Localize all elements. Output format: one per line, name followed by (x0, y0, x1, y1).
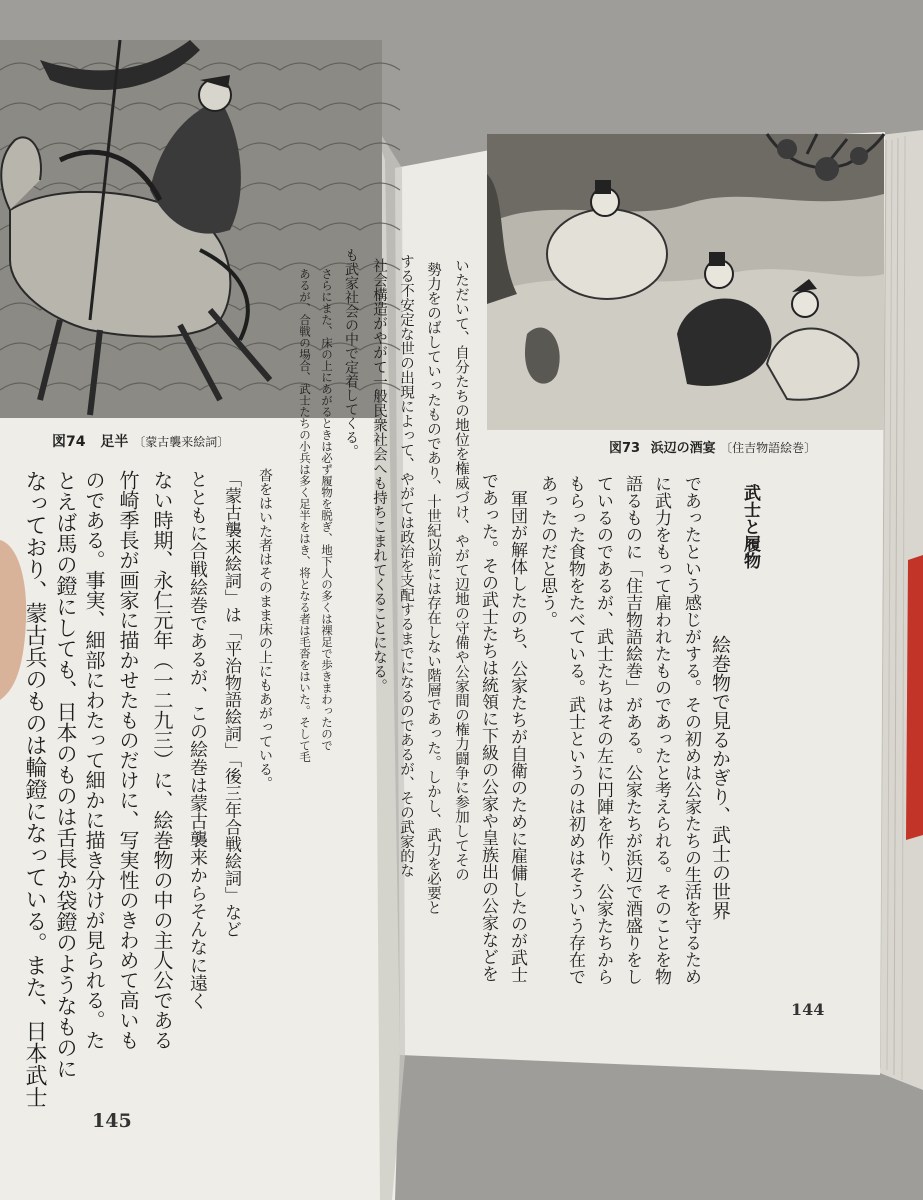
left-col-6: とともに合戦絵巻であるが、この絵巻は蒙古襲来からそんなに遠く (187, 470, 208, 1010)
left-col-1: も武家社会の中で定着してくる。 (343, 248, 359, 458)
left-col-5: 「蒙古襲来絵詞」は「平治物語絵詞」「後三年合戦絵詞」など (221, 470, 241, 938)
right-col-8: 軍団が解体したのち、公家たちが自衛のために雇傭したのが武士 (507, 490, 527, 983)
right-col-11: 勢力をのばしていったものであり、十世紀以前には存在しない階層であった。しかし、武力を必要と (425, 262, 441, 915)
figure-74-caption (52, 431, 229, 451)
figure-73-image (487, 134, 884, 430)
figure-73-title: 浜辺の酒宴 (650, 441, 716, 456)
right-col-3: に武力をもって雇われたものであったと考えられる。そのことを物 (651, 475, 671, 985)
right-col-1: 絵巻物で見るかぎり、武士の世界 (709, 635, 731, 920)
left-page-number: 145 (92, 1110, 132, 1132)
section-heading: 武士と履物 (740, 484, 760, 569)
figure-73-caption (609, 437, 816, 456)
right-col-9: であった。その武士たちは統領に下級の公家や皇族出の公家などを (478, 472, 498, 982)
left-col-2: さらにまた、床の上にあがるときは必ず履物を脱ぎ、地下人の多くは裸足で歩きまわったので (320, 268, 334, 751)
left-col-10: とえば馬の鐙にしても、日本のものは舌長か袋鐙のようなものに (54, 470, 78, 1079)
red-page-edge (906, 555, 923, 840)
left-col-4: 沓をはいた者はそのまま床の上にもあがっている。 (257, 468, 273, 790)
left-col-9: のである。事実、細部にわたって細かに描き分けが見られる。た (82, 470, 106, 1050)
right-col-4: 語るものに「住吉物語絵巻」がある。公家たちが浜辺で酒盛りをし (622, 475, 642, 985)
right-col-6: もらった食物をたべている。武士というのは初めはそういう存在で (565, 475, 585, 985)
right-col-13: 社会構造がやがて一般民衆社会へも持ちこまれてくることになる。 (371, 258, 387, 693)
left-col-3: あるが、合戦の場合、武士たちの小兵は多く足半をはき、将となる者は毛沓をはいた。そして毛 (298, 268, 312, 763)
figure-73-label: 図73 (609, 441, 641, 456)
right-col-2: であったという感じがする。その初めは公家たちの生活を守るため (681, 475, 701, 985)
right-col-12: する不安定な世の出現によって、やがては政治を支配するまでになるのであるが、その武家的な (398, 254, 414, 878)
figure-74-source: 〔蒙古襲来絵詞〕 (133, 435, 230, 449)
figure-73-source: 〔住吉物語絵巻〕 (720, 441, 817, 455)
left-col-11: なっており、蒙古兵のものは輪鐙になっている。また、日本武士 (22, 470, 47, 1108)
figure-74-label: 図74 (52, 434, 86, 450)
left-col-7: ない時期、永仁元年（一二九三）に、絵巻物の中の主人公である (150, 470, 174, 1050)
figure-74-title: 足半 (100, 434, 129, 450)
right-col-10: いただいて、自分たちの地位を権威づけ、やがて辺地の守備や公家間の権力闘争に参加してその (453, 258, 469, 882)
right-col-5: ているのであるが、武士たちはその左に円陣を作り、公家たちから (593, 475, 613, 985)
left-col-8: 竹崎季長が画家に描かせたものだけに、写実性のきわめて高いも (116, 470, 140, 1050)
right-page-number: 144 (791, 1000, 825, 1019)
right-col-7: あったのだと思う。 (537, 475, 557, 628)
